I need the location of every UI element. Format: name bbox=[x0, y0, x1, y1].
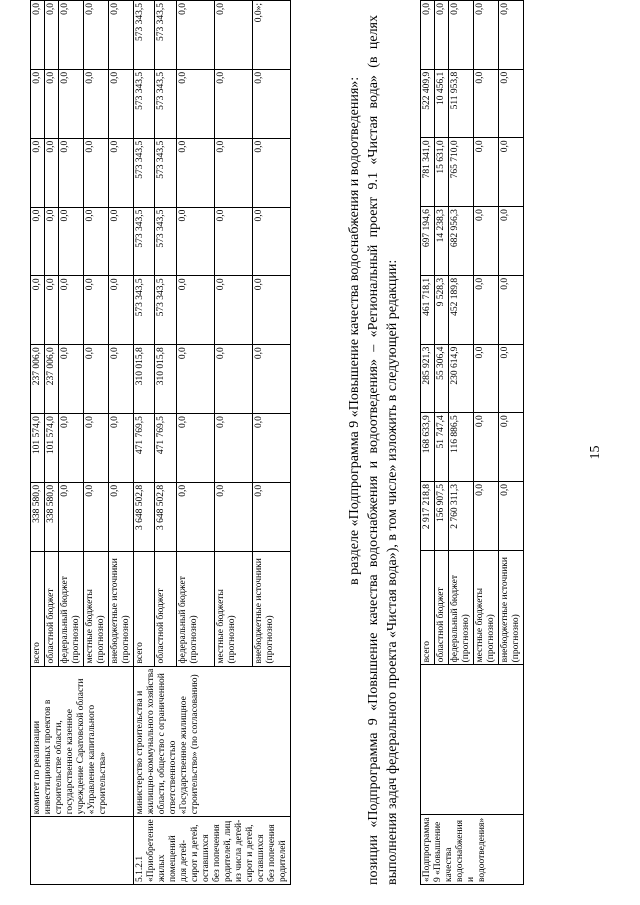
table-cell: 573 343,5 bbox=[134, 276, 155, 345]
source-label: местные бюджеты (прогнозно) bbox=[84, 551, 109, 666]
source-label: местные бюджеты (прогнозно) bbox=[214, 551, 252, 666]
table-cell: 0,0 bbox=[176, 482, 214, 551]
table-cell: 0,0 bbox=[59, 1, 84, 70]
paragraph-section: в разделе «Подпрограмма 9 «Повышение качества водоснабжения и водоотведения»: bbox=[347, 76, 362, 585]
table-cell: 0,0 bbox=[31, 1, 45, 70]
table-cell: 0,0 bbox=[59, 414, 84, 483]
table-cell: 0,0 bbox=[214, 276, 252, 345]
table-cell: 101 574,0 bbox=[45, 414, 59, 483]
table-cell: 15 631,0 bbox=[435, 138, 449, 207]
table-cell: 0,0 bbox=[84, 138, 109, 207]
table-cell: 0,0 bbox=[499, 138, 524, 207]
table-cell: 0,0 bbox=[84, 276, 109, 345]
table-cell: 0,0 bbox=[499, 413, 524, 482]
table-cell: 452 189,8 bbox=[449, 275, 474, 344]
table-cell bbox=[421, 665, 524, 815]
table-cell: «Подпрограмма 9 «Повышение качества водоснабжения и водоотведения» bbox=[421, 815, 524, 885]
table-cell: 338 580,0 bbox=[45, 482, 59, 551]
table-cell: 0,0 bbox=[109, 138, 134, 207]
table-cell: 0,0 bbox=[176, 138, 214, 207]
table-cell: 0,0 bbox=[59, 276, 84, 345]
table-cell: 0,0 bbox=[499, 482, 524, 551]
table-row bbox=[421, 1, 435, 885]
source-label: областной бюджет bbox=[45, 551, 59, 666]
table-cell: 0,0 bbox=[435, 1, 449, 70]
paragraph-positions: позиции «Подпрограмма 9 «Повышение качества водоснабжения и водоотведения» – «Региональный проект 9.1 «Чистая вода» (в целях выполнения задач федерального проекта «Чистая вода»), в том числе» изложить в следующей редакции: bbox=[366, 15, 400, 885]
table-cell: 2 917 218,8 bbox=[421, 482, 435, 551]
table-cell: 3 648 502,8 bbox=[155, 482, 176, 551]
table-cell: 0,0 bbox=[474, 344, 499, 413]
table-cell: 573 343,5 bbox=[155, 207, 176, 276]
table-cell: 0,0 bbox=[449, 1, 474, 70]
source-label: всего bbox=[31, 551, 45, 666]
source-label: федеральный бюджет (прогнозно) bbox=[59, 551, 84, 666]
table-cell: 51 747,4 bbox=[435, 413, 449, 482]
source-label: федеральный бюджет (прогнозно) bbox=[176, 551, 214, 666]
page-number: 15 bbox=[588, 445, 603, 460]
table-cell: 0,0 bbox=[45, 1, 59, 70]
table-cell: 0,0 bbox=[214, 138, 252, 207]
table-cell: 0,0 bbox=[252, 207, 290, 276]
table-cell: 2 760 311,3 bbox=[449, 482, 474, 551]
table-cell: 9 528,3 bbox=[435, 275, 449, 344]
table-cell: 0,0 bbox=[109, 345, 134, 414]
table-cell: 0,0 bbox=[474, 1, 499, 70]
table-cell: 0,0 bbox=[31, 207, 45, 276]
table-cell: 0,0 bbox=[59, 207, 84, 276]
table-cell: 0,0 bbox=[214, 207, 252, 276]
table-cell: 3 648 502,8 bbox=[134, 482, 155, 551]
table-cell: 0,0 bbox=[474, 275, 499, 344]
table-cell: 573 343,5 bbox=[134, 1, 155, 70]
table-cell: 116 886,5 bbox=[449, 413, 474, 482]
table-cell: 0,0 bbox=[84, 345, 109, 414]
table-cell: комитет по реализации инвестиционных проектов в строительстве области, государственное казенное учреждение Саратовской области «Управление капитального строительства» bbox=[31, 666, 134, 817]
table-cell: 0,0 bbox=[421, 1, 435, 70]
table-cell: 0,0 bbox=[59, 482, 84, 551]
table-cell: 168 633,9 bbox=[421, 413, 435, 482]
table-cell: 310 015,8 bbox=[134, 345, 155, 414]
table-cell: 156 907,5 bbox=[435, 482, 449, 551]
table-cell: 14 238,3 bbox=[435, 207, 449, 276]
table-cell: 285 921,3 bbox=[421, 344, 435, 413]
table-cell: 0,0 bbox=[214, 69, 252, 138]
source-label: внебюджетные источники (прогнозно) bbox=[252, 551, 290, 666]
table-cell: 0,0 bbox=[109, 207, 134, 276]
table-row bbox=[134, 1, 155, 885]
table-cell: 230 614,9 bbox=[449, 344, 474, 413]
table-cell: 0,0 bbox=[252, 69, 290, 138]
table-cell: 0,0 bbox=[31, 138, 45, 207]
table-cell: 10 456,1 bbox=[435, 69, 449, 138]
table-cell: 573 343,5 bbox=[134, 69, 155, 138]
table-cell: 0,0 bbox=[59, 345, 84, 414]
table-cell: 0,0 bbox=[474, 413, 499, 482]
table-cell: 0,0»; bbox=[252, 1, 290, 70]
source-label: федеральный бюджет (прогнозно) bbox=[449, 550, 474, 665]
table-cell: 511 953,8 bbox=[449, 69, 474, 138]
table-cell: 682 956,3 bbox=[449, 207, 474, 276]
source-label: всего bbox=[134, 551, 155, 666]
table-cell: 101 574,0 bbox=[31, 414, 45, 483]
table-cell: 573 343,5 bbox=[155, 276, 176, 345]
table-cell: 0,0 bbox=[84, 414, 109, 483]
table-cell: 0,0 bbox=[499, 344, 524, 413]
table-cell: 471 769,5 bbox=[134, 414, 155, 483]
table-cell bbox=[31, 817, 134, 885]
table-cell: 0,0 bbox=[214, 414, 252, 483]
table-cell: 0,0 bbox=[59, 138, 84, 207]
table-cell: 765 710,0 bbox=[449, 138, 474, 207]
table-cell: 338 580,0 bbox=[31, 482, 45, 551]
table-cell: 0,0 bbox=[474, 69, 499, 138]
table-cell: 471 769,5 bbox=[155, 414, 176, 483]
table-cell: 0,0 bbox=[45, 276, 59, 345]
table-cell: 0,0 bbox=[214, 482, 252, 551]
table-cell: 0,0 bbox=[59, 69, 84, 138]
table-cell: 0,0 bbox=[45, 207, 59, 276]
table-cell: министерство строительства и жилищно-коммунального хозяйства области, общество с ограниченной ответственностью «Государственное жилищное строительство» (по согласованию) bbox=[134, 666, 291, 817]
table-cell: 0,0 bbox=[499, 1, 524, 70]
table-cell: 0,0 bbox=[176, 1, 214, 70]
table-cell: 0,0 bbox=[176, 69, 214, 138]
source-label: местные бюджеты (прогнозно) bbox=[474, 550, 499, 665]
table-cell: 237 006,0 bbox=[31, 345, 45, 414]
table-cell: 55 306,4 bbox=[435, 344, 449, 413]
table-cell: 0,0 bbox=[45, 69, 59, 138]
table-row bbox=[31, 1, 45, 885]
table-cell: 0,0 bbox=[84, 482, 109, 551]
table-cell: 0,0 bbox=[31, 69, 45, 138]
table-cell: 461 718,1 bbox=[421, 275, 435, 344]
table-cell: 573 343,5 bbox=[155, 69, 176, 138]
funding-table-lower bbox=[420, 0, 524, 885]
table-cell: 0,0 bbox=[84, 1, 109, 70]
table-cell: 0,0 bbox=[499, 69, 524, 138]
table-cell: 522 409,9 bbox=[421, 69, 435, 138]
table-cell: 0,0 bbox=[176, 276, 214, 345]
table-cell: 0,0 bbox=[252, 414, 290, 483]
source-label: областной бюджет bbox=[155, 551, 176, 666]
table-cell: 0,0 bbox=[84, 69, 109, 138]
table-cell: 0,0 bbox=[252, 276, 290, 345]
table-cell: 237 006,0 bbox=[45, 345, 59, 414]
source-label: областной бюджет bbox=[435, 550, 449, 665]
table-cell: 697 194,6 bbox=[421, 207, 435, 276]
table-cell: 0,0 bbox=[45, 138, 59, 207]
table-cell: 0,0 bbox=[176, 414, 214, 483]
table-cell: 310 015,8 bbox=[155, 345, 176, 414]
table-cell: 0,0 bbox=[109, 1, 134, 70]
table-cell: 0,0 bbox=[474, 207, 499, 276]
table-cell: 0,0 bbox=[252, 138, 290, 207]
table-cell: 573 343,5 bbox=[155, 1, 176, 70]
table-cell: 0,0 bbox=[176, 345, 214, 414]
table-cell: 0,0 bbox=[252, 345, 290, 414]
table-cell: 0,0 bbox=[214, 345, 252, 414]
table-cell: 0,0 bbox=[474, 482, 499, 551]
source-label: внебюджетные источники (прогнозно) bbox=[499, 550, 524, 665]
funding-table-upper bbox=[30, 0, 291, 885]
amendment-text bbox=[345, 15, 402, 885]
table-cell: 0,0 bbox=[109, 414, 134, 483]
table-cell: 0,0 bbox=[499, 207, 524, 276]
table-cell: 0,0 bbox=[109, 276, 134, 345]
table-cell: 0,0 bbox=[176, 207, 214, 276]
table-cell: 0,0 bbox=[214, 1, 252, 70]
table-cell: 0,0 bbox=[474, 138, 499, 207]
table-cell: 0,0 bbox=[31, 276, 45, 345]
table-cell: 0,0 bbox=[109, 482, 134, 551]
table-cell: 0,0 bbox=[84, 207, 109, 276]
source-label: всего bbox=[421, 550, 435, 665]
table-cell: 573 343,5 bbox=[155, 138, 176, 207]
table-cell: 0,0 bbox=[252, 482, 290, 551]
table-cell: 781 341,0 bbox=[421, 138, 435, 207]
table-cell: 573 343,5 bbox=[134, 207, 155, 276]
table-cell: 5.1.2.1 «Приобретение жилых помещений для детей-сирот и детей, оставшихся без попечения родителей, лиц из числа детей-сирот и детей, оставшихся без попечения родителей bbox=[134, 817, 291, 885]
table-cell: 573 343,5 bbox=[134, 138, 155, 207]
table-cell: 0,0 bbox=[109, 69, 134, 138]
source-label: внебюджетные источники (прогнозно) bbox=[109, 551, 134, 666]
table-cell: 0,0 bbox=[499, 275, 524, 344]
